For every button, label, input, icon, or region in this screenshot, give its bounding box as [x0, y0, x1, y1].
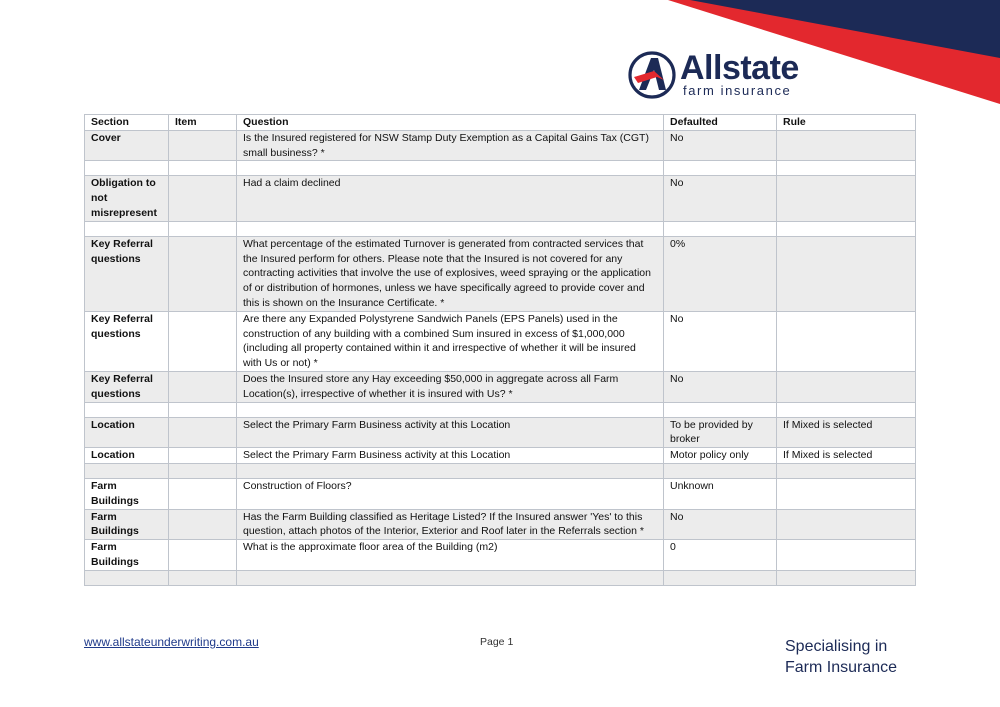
- corner-decoration: [0, 0, 1000, 110]
- defaulted-cell: [664, 402, 777, 417]
- item-cell: [169, 176, 237, 221]
- question-cell: What percentage of the estimated Turnover is generated from contracted services that the Insured perform for others. Please note that the Insured is not covered for any contracting activities that involve the use of explosives, weed spraying or the application of or distribution of hormones, unless we have specifically agreed to provide cover and this is shown on the Insurance Certificate. *: [237, 236, 664, 311]
- item-cell: [169, 448, 237, 464]
- rule-cell: If Mixed is selected: [777, 448, 916, 464]
- table-row: [85, 311, 916, 371]
- defaulted-cell: 0: [664, 540, 777, 571]
- section-cell: [85, 161, 169, 176]
- defaulted-cell: [664, 570, 777, 585]
- table-row-empty: [85, 161, 916, 176]
- item-cell: [169, 509, 237, 540]
- question-cell: Select the Primary Farm Business activity at this Location: [237, 417, 664, 448]
- table-row: [85, 176, 916, 221]
- table-row-empty: [85, 402, 916, 417]
- item-cell: [169, 130, 237, 161]
- question-cell: [237, 402, 664, 417]
- question-cell: Are there any Expanded Polystyrene Sandwich Panels (EPS Panels) used in the construction of any building with a combined Sum insured in excess of $1,000,000 (including all property contained within it and irrespective of whether it will be insured with Us or not) *: [237, 311, 664, 371]
- rule-cell: [777, 311, 916, 371]
- item-cell: [169, 236, 237, 311]
- defaulted-cell: [664, 221, 777, 236]
- referral-questions-table: [84, 114, 916, 586]
- section-cell: Obligation to not misrepresent: [85, 176, 169, 221]
- page-number: Page 1: [480, 636, 514, 648]
- table-row-empty: [85, 463, 916, 478]
- section-cell: [85, 570, 169, 585]
- brand-name: Allstate: [680, 49, 799, 87]
- section-cell: Location: [85, 448, 169, 464]
- rule-cell: [777, 463, 916, 478]
- rule-cell: [777, 371, 916, 402]
- table-row: [85, 509, 916, 540]
- defaulted-cell: No: [664, 130, 777, 161]
- table-row-empty: [85, 221, 916, 236]
- table-row: [85, 478, 916, 509]
- allstate-logo-icon: [628, 50, 678, 100]
- defaulted-cell: No: [664, 509, 777, 540]
- rule-cell: [777, 509, 916, 540]
- column-header-question: Question: [237, 115, 664, 131]
- section-cell: Key Referral questions: [85, 236, 169, 311]
- question-cell: Had a claim declined: [237, 176, 664, 221]
- question-cell: What is the approximate floor area of the Building (m2): [237, 540, 664, 571]
- table-row: [85, 448, 916, 464]
- defaulted-cell: [664, 161, 777, 176]
- column-header-rule: Rule: [777, 115, 916, 131]
- item-cell: [169, 570, 237, 585]
- tagline-line-1: Specialising in: [785, 638, 888, 655]
- footer-tagline: [785, 636, 897, 678]
- defaulted-cell: No: [664, 371, 777, 402]
- rule-cell: [777, 478, 916, 509]
- website-link[interactable]: www.allstateunderwriting.com.au: [84, 635, 259, 649]
- table-row: [85, 540, 916, 571]
- rule-cell: [777, 176, 916, 221]
- section-cell: Farm Buildings: [85, 540, 169, 571]
- table-row: [85, 236, 916, 311]
- item-cell: [169, 161, 237, 176]
- item-cell: [169, 540, 237, 571]
- item-cell: [169, 311, 237, 371]
- section-cell: [85, 402, 169, 417]
- item-cell: [169, 371, 237, 402]
- question-cell: [237, 570, 664, 585]
- question-cell: [237, 221, 664, 236]
- section-cell: Key Referral questions: [85, 371, 169, 402]
- defaulted-cell: [664, 463, 777, 478]
- defaulted-cell: Motor policy only: [664, 448, 777, 464]
- item-cell: [169, 221, 237, 236]
- section-cell: Cover: [85, 130, 169, 161]
- section-cell: [85, 221, 169, 236]
- defaulted-cell: No: [664, 176, 777, 221]
- rule-cell: [777, 161, 916, 176]
- section-cell: Location: [85, 417, 169, 448]
- column-header-item: Item: [169, 115, 237, 131]
- defaulted-cell: Unknown: [664, 478, 777, 509]
- rule-cell: [777, 221, 916, 236]
- question-cell: Select the Primary Farm Business activity at this Location: [237, 448, 664, 464]
- column-header-section: Section: [85, 115, 169, 131]
- brand-tagline: farm insurance: [683, 83, 792, 98]
- table-row: [85, 371, 916, 402]
- defaulted-cell: To be provided by broker: [664, 417, 777, 448]
- rule-cell: [777, 570, 916, 585]
- rule-cell: [777, 236, 916, 311]
- section-cell: [85, 463, 169, 478]
- tagline-line-2: Farm Insurance: [785, 659, 898, 676]
- column-header-defaulted: Defaulted: [664, 115, 777, 131]
- defaulted-cell: No: [664, 311, 777, 371]
- section-cell: Key Referral questions: [85, 311, 169, 371]
- question-cell: Construction of Floors?: [237, 478, 664, 509]
- rule-cell: If Mixed is selected: [777, 417, 916, 448]
- defaulted-cell: 0%: [664, 236, 777, 311]
- question-cell: Has the Farm Building classified as Heritage Listed? If the Insured answer 'Yes' to this question, attach photos of the Interior, Exterior and Roof later in the Referrals section *: [237, 509, 664, 540]
- logo: [628, 50, 828, 102]
- rule-cell: [777, 130, 916, 161]
- table-row: [85, 417, 916, 448]
- table-header-row: [85, 115, 916, 131]
- item-cell: [169, 463, 237, 478]
- rule-cell: [777, 540, 916, 571]
- rule-cell: [777, 402, 916, 417]
- question-cell: Does the Insured store any Hay exceeding $50,000 in aggregate across all Farm Location(s), irrespective of whether it is insured with Us? *: [237, 371, 664, 402]
- table-row: [85, 130, 916, 161]
- table-row-empty: [85, 570, 916, 585]
- item-cell: [169, 478, 237, 509]
- section-cell: Farm Buildings: [85, 509, 169, 540]
- item-cell: [169, 417, 237, 448]
- question-cell: [237, 463, 664, 478]
- question-cell: [237, 161, 664, 176]
- item-cell: [169, 402, 237, 417]
- question-cell: Is the Insured registered for NSW Stamp Duty Exemption as a Capital Gains Tax (CGT) small business? *: [237, 130, 664, 161]
- section-cell: Farm Buildings: [85, 478, 169, 509]
